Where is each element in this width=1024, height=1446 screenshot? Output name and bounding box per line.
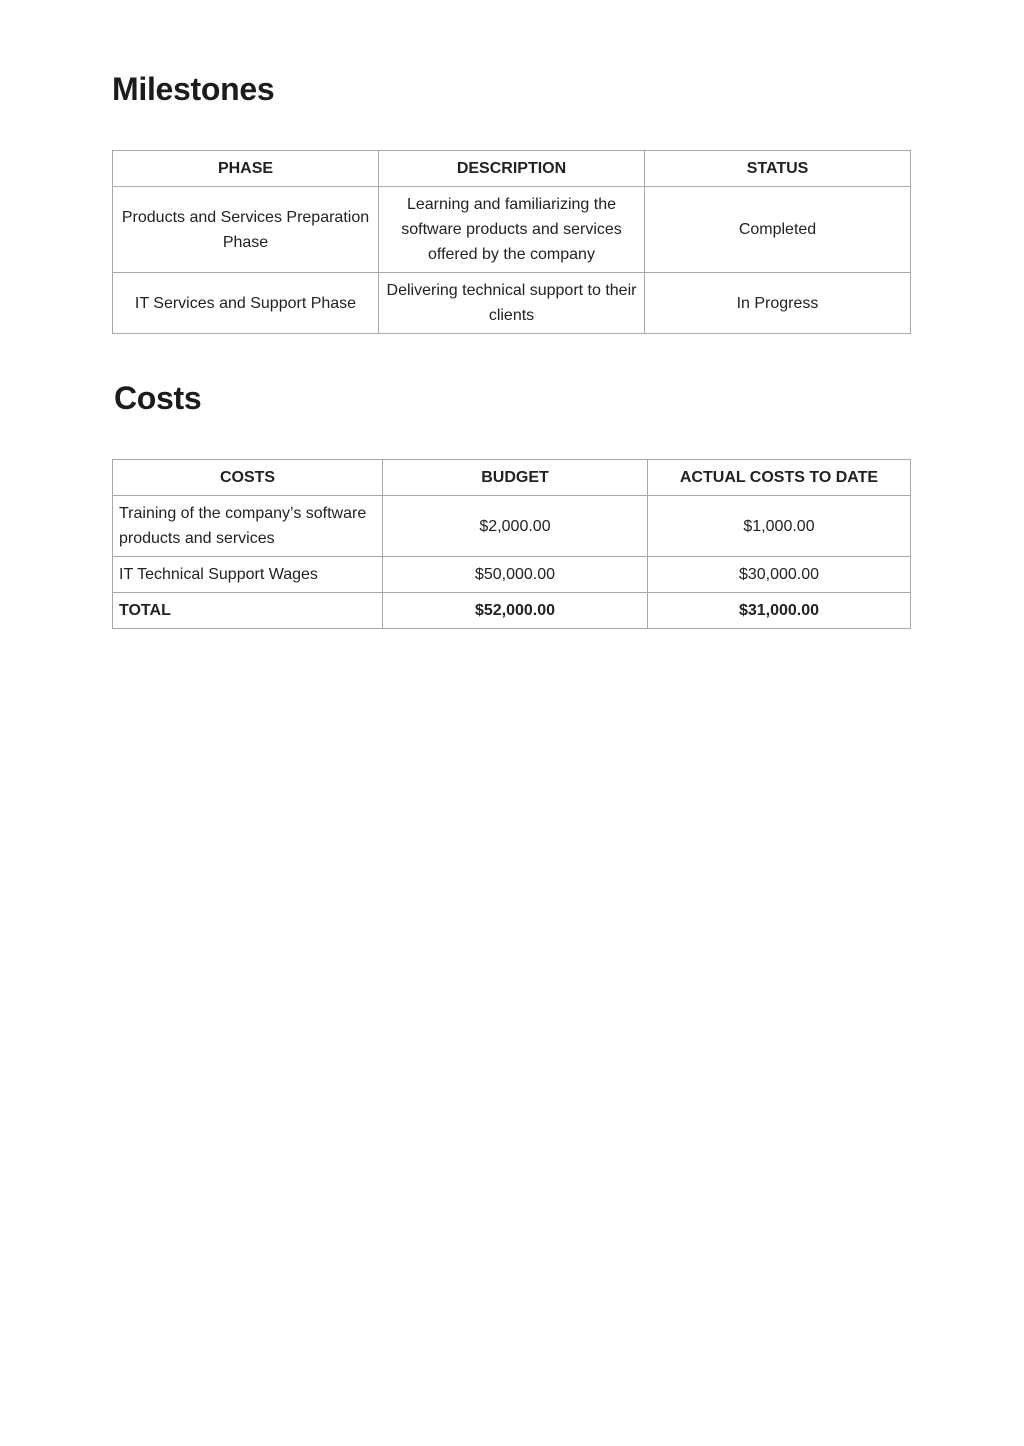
budget-cell: $2,000.00 (383, 496, 648, 557)
table-row (113, 273, 911, 334)
column-header-costs: COSTS (113, 460, 383, 496)
total-row (113, 593, 911, 629)
column-header-status: STATUS (645, 151, 911, 187)
milestones-table (112, 150, 911, 334)
status-cell: In Progress (645, 273, 911, 334)
status-cell: Completed (645, 187, 911, 273)
description-cell: Delivering technical support to their clients (379, 273, 645, 334)
table-row (113, 557, 911, 593)
total-budget: $52,000.00 (383, 593, 648, 629)
column-header-phase: PHASE (113, 151, 379, 187)
cost-item-cell: IT Technical Support Wages (113, 557, 383, 593)
phase-cell: IT Services and Support Phase (113, 273, 379, 334)
column-header-description: DESCRIPTION (379, 151, 645, 187)
costs-heading: Costs (114, 380, 202, 416)
milestones-heading: Milestones (112, 71, 275, 107)
cost-item-cell: Training of the company’s software products and services (113, 496, 383, 557)
table-header-row (113, 151, 911, 187)
actual-cost-cell: $30,000.00 (648, 557, 911, 593)
column-header-actual-costs: ACTUAL COSTS TO DATE (648, 460, 911, 496)
column-header-budget: BUDGET (383, 460, 648, 496)
phase-cell: Products and Services Preparation Phase (113, 187, 379, 273)
description-cell: Learning and familiarizing the software products and services offered by the company (379, 187, 645, 273)
total-label: TOTAL (113, 593, 383, 629)
actual-cost-cell: $1,000.00 (648, 496, 911, 557)
table-header-row (113, 460, 911, 496)
budget-cell: $50,000.00 (383, 557, 648, 593)
total-actual-cost: $31,000.00 (648, 593, 911, 629)
table-row (113, 187, 911, 273)
costs-table (112, 459, 911, 629)
table-row (113, 496, 911, 557)
